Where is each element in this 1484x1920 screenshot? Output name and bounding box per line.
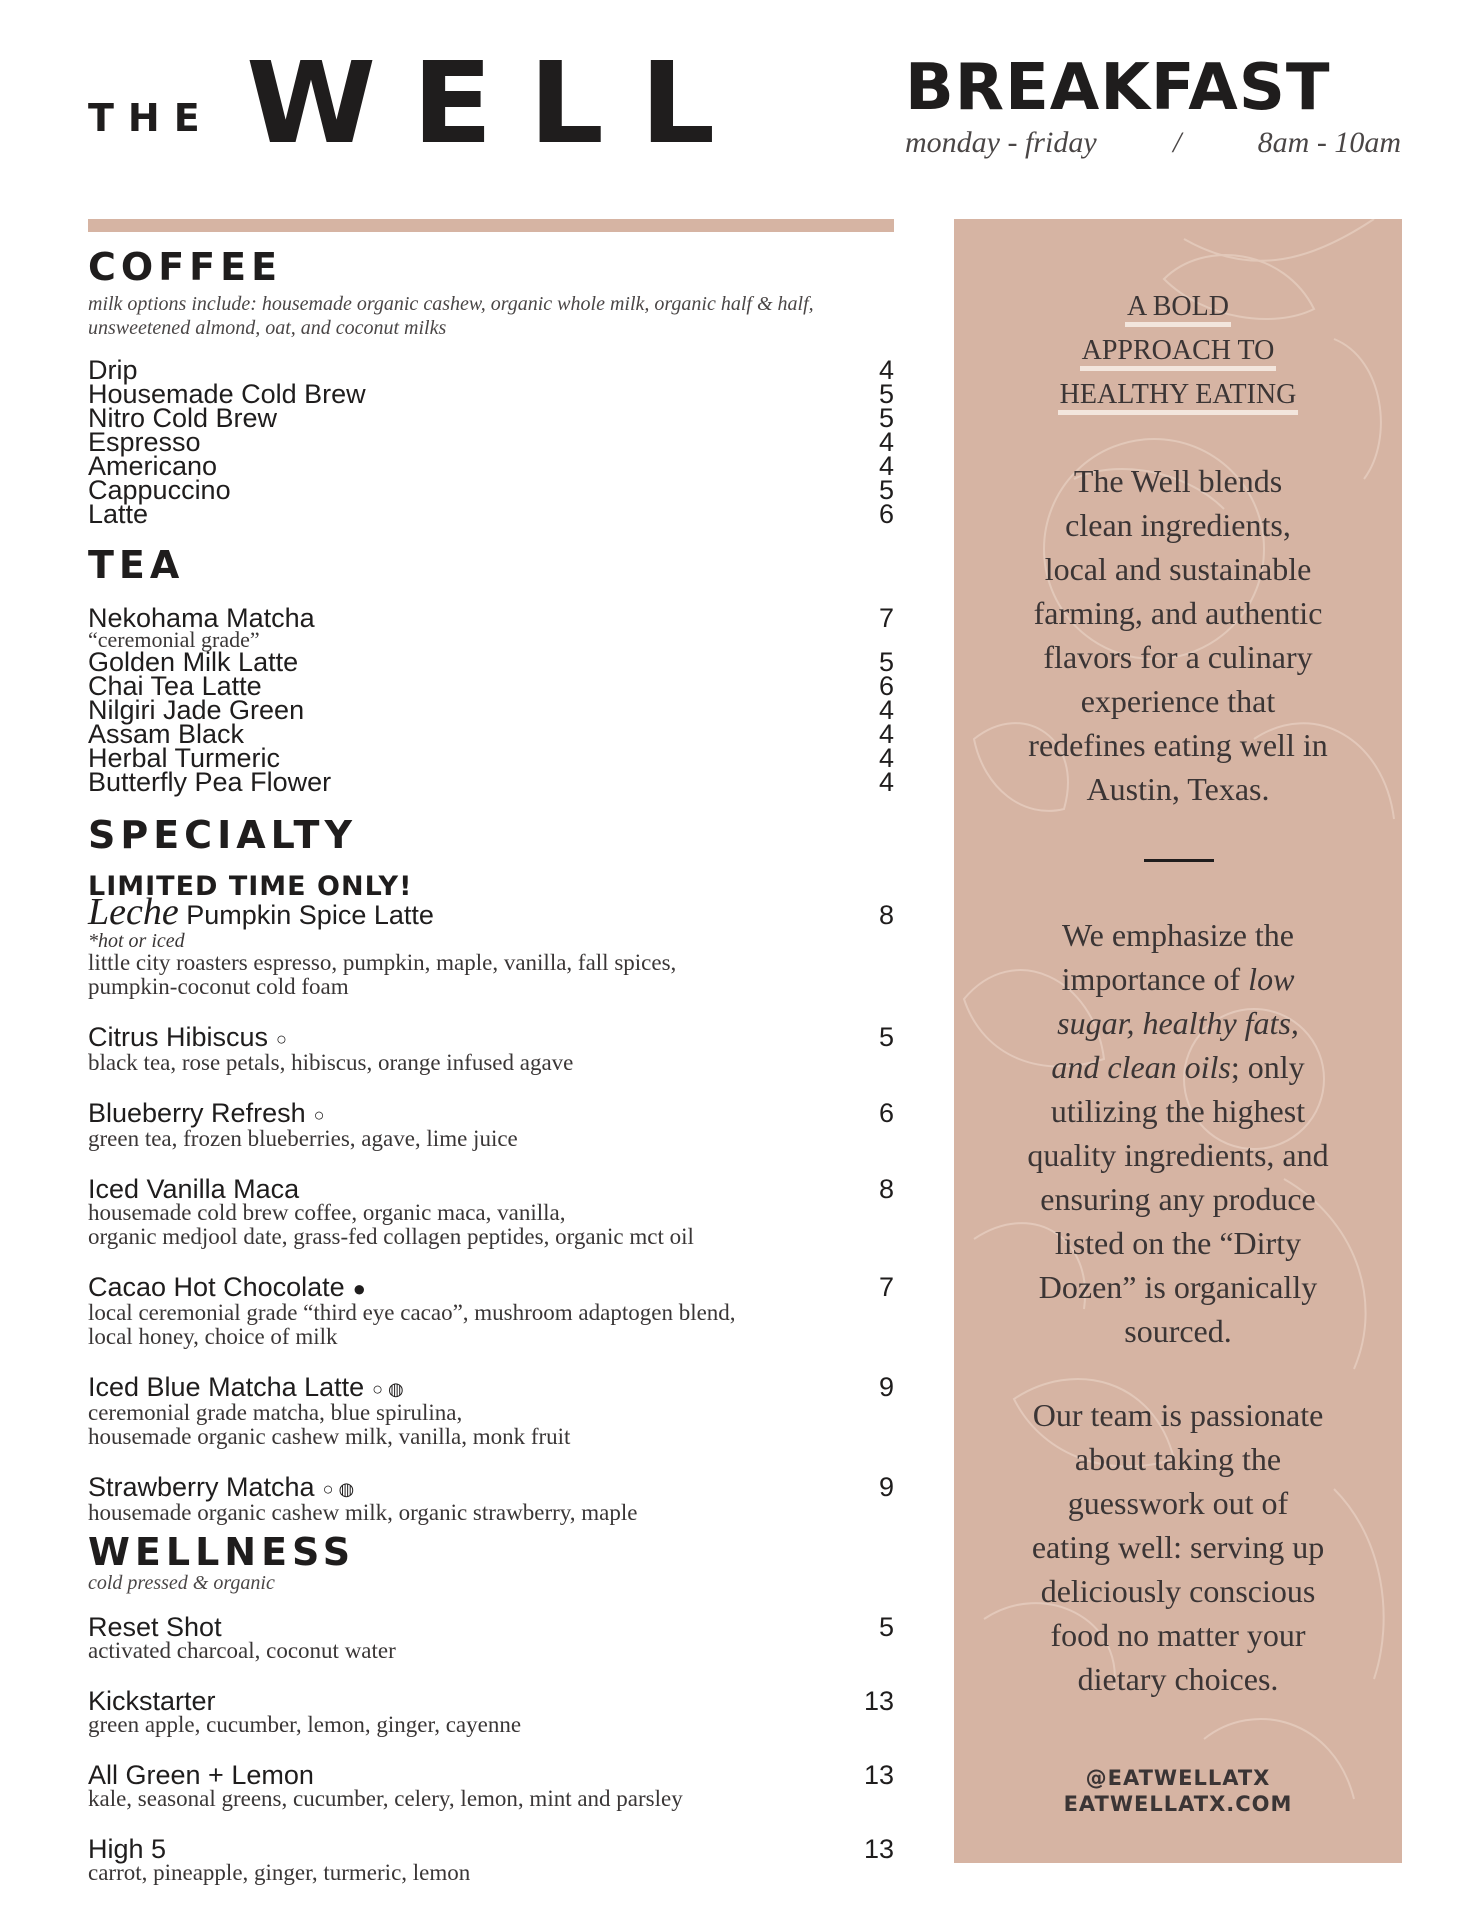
logo-the: THE bbox=[88, 96, 214, 140]
paragraph-line: Dozen” is organically bbox=[1038, 1269, 1318, 1305]
item-name-text: Iced Blue Matcha Latte bbox=[88, 1371, 365, 1402]
paragraph-line: sourced. bbox=[1124, 1313, 1232, 1349]
item-name: Kickstarter bbox=[88, 1685, 216, 1716]
item-name: Nitro Cold Brew bbox=[88, 403, 278, 433]
menu-item bbox=[88, 1173, 894, 1204]
section-title-coffee: COFFEE bbox=[88, 245, 283, 289]
item-name: Assam Black bbox=[88, 719, 245, 749]
hours bbox=[905, 126, 1401, 160]
item-name-text: Blueberry Refresh bbox=[88, 1097, 306, 1128]
item-price: 13 bbox=[863, 1833, 894, 1864]
item-name: All Green + Lemon bbox=[88, 1759, 314, 1790]
item-price: 6 bbox=[878, 499, 894, 529]
item-name: Nekohama Matcha bbox=[88, 603, 315, 633]
panel-paragraph-2 bbox=[954, 913, 1402, 1353]
menu-item-block bbox=[88, 1173, 894, 1249]
paragraph-line bbox=[954, 1045, 1402, 1089]
item-price: 4 bbox=[878, 427, 894, 457]
menu-item bbox=[88, 1097, 894, 1128]
menu-item bbox=[88, 1611, 894, 1642]
menu-item bbox=[88, 767, 894, 797]
item-price: 5 bbox=[878, 403, 894, 433]
hours-days: monday - friday bbox=[905, 126, 1097, 159]
hours-separator: / bbox=[1172, 126, 1182, 159]
item-name bbox=[88, 1097, 325, 1128]
item-name bbox=[88, 1471, 355, 1502]
item-name bbox=[88, 1371, 404, 1402]
item-note: “ceremonial grade” bbox=[88, 627, 260, 652]
paragraph-line: guesswork out of bbox=[1067, 1485, 1289, 1521]
item-desc-line: organic medjool date, grass-fed collagen peptides, organic mct oil bbox=[88, 1223, 694, 1249]
item-name: Americano bbox=[88, 451, 218, 481]
item-name: Drip bbox=[88, 355, 138, 385]
item-price: 4 bbox=[878, 355, 894, 385]
coffee-milk-note: milk options include: housemade organic cashew, organic whole milk, organic half & half, unsweetened almond, oat, and coconut milks bbox=[88, 293, 814, 339]
hours-time: 8am - 10am bbox=[1257, 126, 1401, 159]
paragraph-line: We emphasize the bbox=[1062, 917, 1294, 953]
item-desc-line: green apple, cucumber, lemon, ginger, cayenne bbox=[88, 1711, 522, 1737]
item-name: Iced Vanilla Maca bbox=[88, 1173, 300, 1204]
paragraph-line: flavors for a culinary bbox=[1043, 639, 1313, 675]
item-desc-line: ceremonial grade matcha, blue spirulina, bbox=[88, 1399, 463, 1425]
divider-bar bbox=[88, 219, 894, 232]
panel-divider bbox=[1144, 859, 1214, 862]
section-title-wellness: WELLNESS bbox=[88, 1529, 356, 1574]
paragraph-line: farming, and authentic bbox=[1033, 595, 1323, 631]
menu-item bbox=[88, 1759, 894, 1790]
item-price: 4 bbox=[878, 451, 894, 481]
paragraph-line: clean ingredients, bbox=[1065, 507, 1291, 543]
menu-item-block bbox=[88, 1611, 894, 1663]
item-desc-line: green tea, frozen blueberries, agave, lime juice bbox=[88, 1125, 518, 1151]
menu-item-block bbox=[88, 1685, 894, 1737]
menu-item bbox=[88, 475, 894, 505]
item-price: 5 bbox=[878, 647, 894, 677]
vegan-icon: ○ bbox=[313, 1104, 325, 1125]
menu-item-block bbox=[88, 1022, 894, 1075]
item-name: Espresso bbox=[88, 427, 201, 457]
item-desc-line: local ceremonial grade “third eye cacao”, mushroom adaptogen blend, bbox=[88, 1299, 736, 1325]
paragraph-line: utilizing the highest bbox=[1050, 1093, 1306, 1129]
item-desc-line: kale, seasonal greens, cucumber, celery, lemon, mint and parsley bbox=[88, 1785, 683, 1811]
wellness-note: cold pressed & organic bbox=[88, 1571, 275, 1594]
emphasis-run: low bbox=[1248, 961, 1295, 997]
about-panel bbox=[954, 219, 1402, 1863]
menu-column bbox=[88, 245, 894, 1885]
panel-heading bbox=[954, 285, 1402, 417]
item-price: 4 bbox=[878, 719, 894, 749]
item-name-text: Cacao Hot Chocolate bbox=[88, 1271, 345, 1302]
section-title-specialty: SPECIALTY bbox=[88, 813, 357, 857]
menu-item bbox=[88, 1271, 894, 1302]
menu-item-block bbox=[88, 1271, 894, 1349]
item-name: Reset Shot bbox=[88, 1611, 222, 1642]
item-name: Latte bbox=[88, 499, 149, 529]
item-name: Golden Milk Latte bbox=[88, 647, 299, 677]
item-name: Cappuccino bbox=[88, 475, 231, 505]
item-name-text: Pumpkin Spice Latte bbox=[186, 900, 434, 930]
item-name: Chai Tea Latte bbox=[88, 671, 262, 701]
limited-banner: LIMITED TIME ONLY! bbox=[88, 871, 413, 902]
panel-heading-line: APPROACH TO bbox=[1080, 335, 1277, 371]
paragraph-line: ensuring any produce bbox=[1040, 1181, 1316, 1217]
panel-heading-line: HEALTHY EATING bbox=[1058, 379, 1299, 415]
item-note: *hot or iced bbox=[88, 930, 185, 952]
menu-item bbox=[88, 499, 894, 529]
logo bbox=[88, 37, 808, 169]
item-price: 4 bbox=[878, 767, 894, 797]
paragraph-line bbox=[954, 1001, 1402, 1045]
item-name: Herbal Turmeric bbox=[88, 743, 281, 773]
item-price: 4 bbox=[878, 695, 894, 725]
item-name: Nilgiri Jade Green bbox=[88, 695, 305, 725]
item-name-text: Strawberry Matcha bbox=[88, 1471, 315, 1502]
item-price: 6 bbox=[878, 1097, 894, 1128]
item-price: 7 bbox=[878, 1271, 894, 1302]
menu-item-block bbox=[88, 1371, 894, 1449]
text-run: ; only bbox=[1230, 1049, 1305, 1085]
item-name bbox=[88, 891, 434, 933]
item-name: High 5 bbox=[88, 1833, 167, 1864]
emphasis-run: sugar, healthy fats, bbox=[1057, 1005, 1299, 1041]
paragraph-line: The Well blends bbox=[1073, 463, 1283, 499]
panel-paragraph-3 bbox=[954, 1393, 1402, 1701]
item-name: Housemade Cold Brew bbox=[88, 379, 366, 409]
paragraph-line: Our team is passionate bbox=[1032, 1397, 1324, 1433]
menu-item bbox=[88, 1471, 894, 1502]
item-desc-line: carrot, pineapple, ginger, turmeric, lemon bbox=[88, 1859, 471, 1885]
item-price: 5 bbox=[878, 1611, 894, 1642]
logo-well: WELL bbox=[246, 37, 752, 169]
script-word: Leche bbox=[88, 891, 179, 933]
item-price: 13 bbox=[863, 1685, 894, 1716]
item-price: 8 bbox=[878, 1173, 894, 1204]
vegan-and-nut-icons: ○ ◍ bbox=[322, 1478, 355, 1499]
tea-list bbox=[88, 603, 894, 797]
section-title-tea: TEA bbox=[88, 543, 185, 587]
item-name bbox=[88, 1271, 366, 1302]
emphasis-run: and clean oils bbox=[1051, 1049, 1231, 1085]
menu-item bbox=[88, 1833, 894, 1864]
item-price: 4 bbox=[878, 743, 894, 773]
item-name bbox=[88, 1022, 287, 1052]
panel-paragraph-1 bbox=[954, 459, 1402, 811]
item-desc-line: black tea, rose petals, hibiscus, orange infused agave bbox=[88, 1049, 574, 1075]
paragraph-line: local and sustainable bbox=[1044, 551, 1312, 587]
limited-item bbox=[88, 871, 894, 999]
item-desc-line: little city roasters espresso, pumpkin, maple, vanilla, fall spices, bbox=[88, 950, 677, 975]
menu-item bbox=[88, 1022, 894, 1052]
item-price: 5 bbox=[878, 1022, 894, 1052]
menu-item bbox=[88, 1371, 894, 1402]
item-price: 13 bbox=[863, 1759, 894, 1790]
paragraph-line: deliciously conscious bbox=[1040, 1573, 1316, 1609]
item-desc-line: local honey, choice of milk bbox=[88, 1323, 338, 1349]
paragraph-line: food no matter your bbox=[1050, 1617, 1306, 1653]
item-desc-line: housemade organic cashew milk, organic strawberry, maple bbox=[88, 1499, 638, 1525]
item-desc-line: activated charcoal, coconut water bbox=[88, 1637, 396, 1663]
item-desc-line: housemade organic cashew milk, vanilla, monk fruit bbox=[88, 1423, 571, 1449]
item-desc-line: pumpkin-coconut cold foam bbox=[88, 974, 349, 999]
paragraph-line: quality ingredients, and bbox=[1027, 1137, 1329, 1173]
item-price: 7 bbox=[878, 603, 894, 633]
filled-dot-icon: ● bbox=[352, 1275, 366, 1301]
menu-item bbox=[88, 1685, 894, 1716]
paragraph-line: Austin, Texas. bbox=[1086, 771, 1270, 807]
panel-contact bbox=[954, 1765, 1402, 1817]
paragraph-line bbox=[954, 957, 1402, 1001]
paragraph-line: experience that bbox=[1080, 683, 1276, 719]
website-link[interactable]: EATWELLATX.COM bbox=[1063, 1792, 1293, 1816]
menu-item bbox=[88, 403, 894, 433]
item-price: 5 bbox=[878, 379, 894, 409]
paragraph-line: redefines eating well in bbox=[1028, 727, 1328, 763]
paragraph-line: listed on the “Dirty bbox=[1054, 1225, 1302, 1261]
item-price: 9 bbox=[878, 1471, 894, 1502]
vegan-icon: ○ bbox=[276, 1028, 287, 1049]
paragraph-line: dietary choices. bbox=[1077, 1661, 1279, 1697]
menu-heading: BREAKFAST bbox=[905, 51, 1331, 125]
menu-item-block bbox=[88, 1097, 894, 1151]
menu-item-block bbox=[88, 1759, 894, 1811]
paragraph-line: about taking the bbox=[1074, 1441, 1282, 1477]
text-run: importance of bbox=[1061, 961, 1249, 997]
menu-item-block bbox=[88, 1833, 894, 1885]
item-price: 9 bbox=[878, 1371, 894, 1402]
item-price: 8 bbox=[878, 900, 894, 930]
item-price: 6 bbox=[878, 671, 894, 701]
paragraph-line: eating well: serving up bbox=[1031, 1529, 1325, 1565]
item-price: 5 bbox=[878, 475, 894, 505]
menu-item-block bbox=[88, 1471, 894, 1525]
item-name-text: Citrus Hibiscus bbox=[88, 1022, 269, 1052]
menu-item bbox=[88, 891, 894, 933]
instagram-handle[interactable]: @EATWELLATX bbox=[1085, 1766, 1271, 1790]
item-name: Butterfly Pea Flower bbox=[88, 767, 332, 797]
item-desc-line: housemade cold brew coffee, organic maca, vanilla, bbox=[88, 1199, 566, 1225]
coffee-list bbox=[88, 355, 894, 529]
panel-heading-line: A BOLD bbox=[1125, 291, 1231, 327]
vegan-and-nut-icons: ○ ◍ bbox=[372, 1378, 404, 1399]
